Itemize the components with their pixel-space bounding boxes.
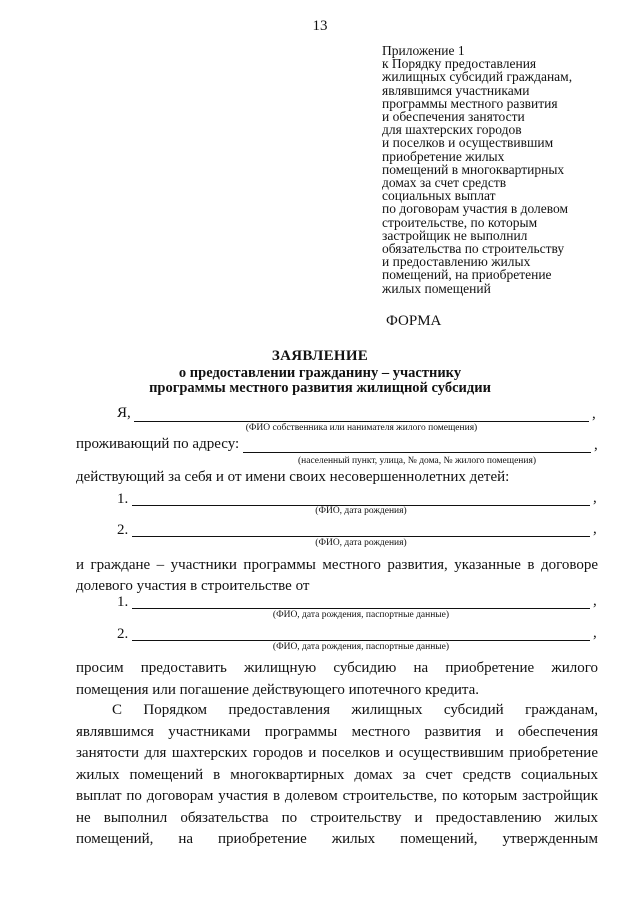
participant-2-number: 2.	[117, 626, 129, 642]
participants-line-1: и граждане – участники программы местного развития, указанные в договоре	[76, 557, 598, 573]
applicant-name-field[interactable]	[134, 421, 589, 422]
child-1-caption: (ФИО, дата рождения)	[315, 506, 407, 516]
address-field[interactable]	[243, 452, 591, 453]
appendix-line: являвшимся участниками	[382, 82, 530, 98]
child-2-field[interactable]	[132, 536, 590, 537]
appendix-line: помещений в многоквартирных	[382, 161, 565, 177]
comma: ,	[592, 406, 596, 422]
subtitle-line-1: о предоставлении гражданину – участнику	[178, 365, 462, 381]
appendix-line: жилых помещений	[382, 280, 491, 296]
appendix-line: строительстве, по которым	[382, 214, 538, 230]
comma: ,	[593, 521, 597, 537]
acting-label: действующий за себя и от имени своих несовершеннолетних детей:	[76, 469, 510, 485]
paragraph-line: просим предоставить жилищную субсидию на приобретение жилого	[76, 660, 598, 676]
appendix-line: для шахтерских городов	[382, 122, 522, 138]
paragraph-line: являвшимся участниками программы местного развития и обеспечения	[76, 723, 598, 740]
appendix-line: жилищных субсидий гражданам,	[382, 69, 573, 85]
appendix-line: и обеспечения занятости	[382, 109, 525, 125]
procedure-paragraph	[76, 700, 598, 851]
appendix-line: приобретение жилых	[382, 148, 505, 164]
comma: ,	[593, 593, 597, 609]
address-caption: (населенный пункт, улица, № дома, № жилого помещения)	[297, 456, 536, 466]
appendix-line: застройщик не выполнил	[382, 227, 528, 243]
request-paragraph	[76, 658, 598, 701]
applicant-name-caption: (ФИО собственника или нанимателя жилого помещения)	[245, 423, 478, 433]
appendix-line: Приложение 1	[382, 43, 465, 58]
comma: ,	[593, 625, 597, 641]
child-2-caption: (ФИО, дата рождения)	[315, 538, 407, 548]
document-title: ЗАЯВЛЕНИЕ	[271, 348, 369, 364]
ya-label: Я,	[117, 405, 131, 421]
paragraph-line: помещения или погашение действующего ипотечного кредита.	[76, 681, 479, 698]
paragraph-line: занятости для шахтерских городов и поселков и осуществившим приобретение	[76, 745, 598, 761]
appendix-line: помещений, на приобретение	[382, 267, 552, 283]
subtitle-line-2: программы местного развития жилищной субсидии	[149, 380, 491, 396]
paragraph-line: помещений, на приобретение жилых помещений, утвержденным	[76, 831, 598, 847]
participant-2-caption: (ФИО, дата рождения, паспортные данные)	[272, 642, 450, 652]
paragraph-line: выплат по договорам участия в долевом строительстве, по которым застройщик	[76, 788, 598, 804]
comma: ,	[593, 490, 597, 506]
appendix-line: обязательства по строительству	[382, 241, 565, 257]
child-1-number: 1.	[117, 491, 129, 507]
appendix-line: по договорам участия в долевом	[382, 201, 569, 217]
appendix-line: программы местного развития	[382, 95, 558, 111]
form-label: ФОРМА	[386, 313, 442, 329]
appendix-line: к Порядку предоставления	[382, 56, 537, 72]
participant-2-field[interactable]	[132, 640, 590, 641]
appendix-line: и поселков и осуществившим	[382, 135, 554, 151]
page-number: 13	[312, 18, 328, 34]
child-2-number: 2.	[117, 522, 129, 538]
paragraph-line: не выполнил обязательства по строительству и предоставлению жилых	[76, 809, 598, 826]
participant-1-caption: (ФИО, дата рождения, паспортные данные)	[272, 610, 450, 620]
document-subtitle	[0, 366, 640, 396]
participant-1-field[interactable]	[132, 608, 590, 609]
paragraph-line: С Порядком предоставления жилищных субсидий гражданам,	[112, 702, 598, 718]
participants-line-2: долевого участия в строительстве от	[76, 578, 310, 594]
appendix-line: и предоставлению жилых	[382, 254, 531, 270]
comma: ,	[594, 437, 598, 453]
appendix-line: социальных выплат	[382, 188, 496, 204]
participant-1-number: 1.	[117, 594, 129, 610]
appendix-line: домах за счет средств	[382, 175, 507, 191]
appendix-block	[382, 44, 622, 295]
address-label: проживающий по адресу:	[76, 436, 240, 452]
paragraph-line: жилых помещений в многоквартирных домах за счет средств социальных	[76, 766, 598, 783]
